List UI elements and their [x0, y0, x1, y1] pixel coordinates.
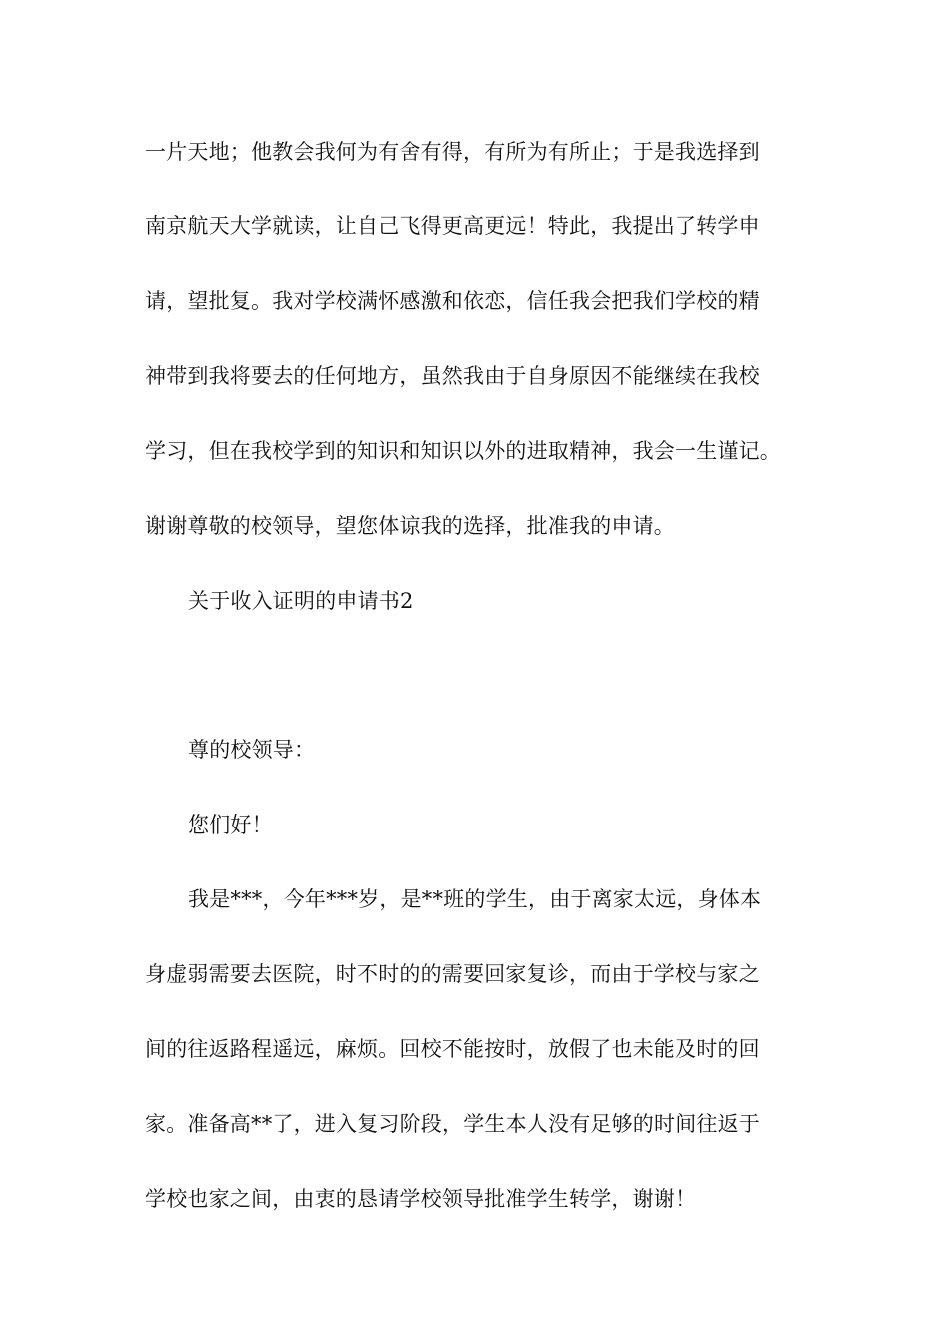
body-line: 我是***，今年***岁，是**班的学生，由于离家太远，身体本: [188, 887, 762, 911]
body-line: 学校也家之间，由衷的恳请学校领导批准学生转学，谢谢！: [145, 1187, 697, 1211]
body-line: 身虚弱需要去医院，时不时的的需要回家复诊，而由于学校与家之: [145, 962, 760, 986]
body-line: 间的往返路程遥远，麻烦。回校不能按时，放假了也未能及时的回: [145, 1037, 760, 1061]
paragraph-line: 一片天地；他教会我何为有舍有得，有所为有所止；于是我选择到: [145, 140, 760, 164]
paragraph-line: 谢谢尊敬的校领导，望您体谅我的选择，批准我的申请。: [145, 514, 675, 538]
paragraph-line: 请，望批复。我对学校满怀感激和依恋，信任我会把我们学校的精: [145, 289, 760, 313]
salutation: 尊的校领导：: [188, 738, 316, 762]
paragraph-line: 学习，但在我校学到的知识和知识以外的进取精神，我会一生谨记。: [145, 439, 781, 463]
greeting: 您们好！: [188, 813, 273, 837]
section-title: 关于收入证明的申请书2: [188, 589, 414, 613]
paragraph-line: 神带到我将要去的任何地方，虽然我由于自身原因不能继续在我校: [145, 364, 760, 388]
paragraph-line: 南京航天大学就读，让自己飞得更高更远！特此，我提出了转学申: [145, 214, 760, 238]
body-line: 家。准备高**了，进入复习阶段，学生本人没有足够的时间往返于: [145, 1112, 760, 1136]
